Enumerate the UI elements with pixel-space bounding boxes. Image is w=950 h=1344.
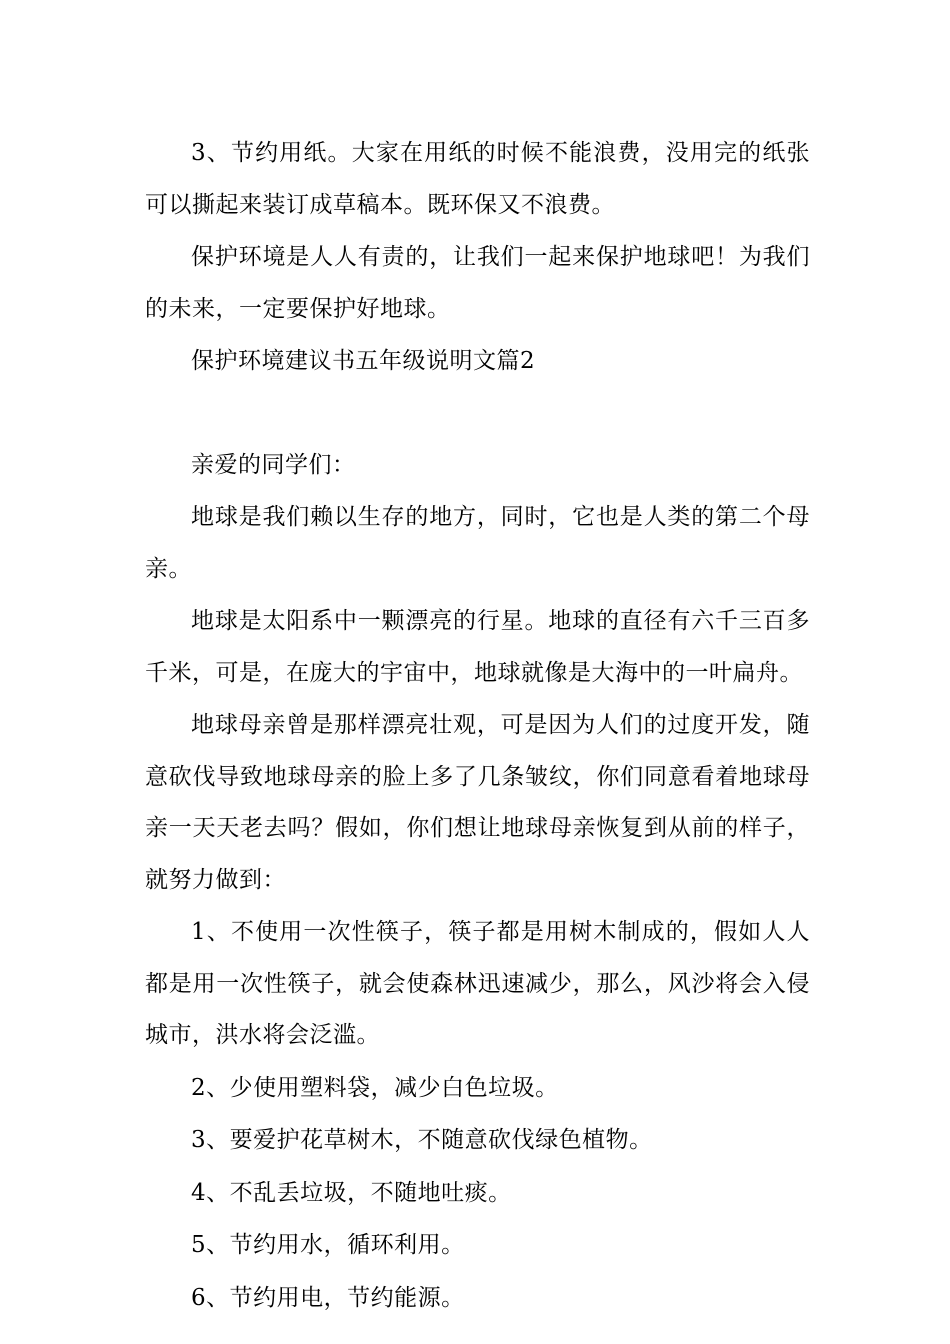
paragraph-protect-earth: 保护环境是人人有责的，让我们一起来保护地球吧！为我们的未来，一定要保护好地球。 (145, 244, 810, 322)
section-title: 保护环境建议书五年级说明文篇2 (191, 348, 536, 374)
list-item: 1、不使用一次性筷子，筷子都是用树木制成的，假如人人都是用一次性筷子，就会使森林迅速减少，那么，风沙将会入侵城市，洪水将会泛滥。 (145, 919, 810, 1048)
document-body (145, 128, 810, 1325)
list-item: 4、不乱丢垃圾，不随地吐痰。 (191, 1179, 512, 1206)
list-item: 5、节约用水，循环利用。 (191, 1232, 465, 1258)
paragraph: 地球母亲曾是那样漂亮壮观，可是因为人们的过度开发，随意砍伐导致地球母亲的脸上多了几条皱纹，你们同意看着地球母亲一天天老去吗？假如，你们想让地球母亲恢复到从前的样子，就努力做到： (145, 712, 810, 893)
list-item: 2、少使用塑料袋，减少白色垃圾。 (191, 1074, 559, 1101)
paragraph: 地球是我们赖以生存的地方，同时，它也是人类的第二个母亲。 (145, 504, 810, 582)
paragraph-save-paper: 3、节约用纸。大家在用纸的时候不能浪费，没用完的纸张可以撕起来装订成草稿本。既环保又不浪费。 (145, 140, 810, 218)
paragraph: 地球是太阳系中一颗漂亮的行星。地球的直径有六千三百多千米，可是，在庞大的宇宙中，地球就像是大海中的一叶扁舟。 (145, 608, 810, 686)
list-item: 6、节约用电，节约能源。 (191, 1284, 465, 1311)
list-item: 3、要爱护花草树木，不随意砍伐绿色植物。 (191, 1127, 653, 1153)
greeting: 亲爱的同学们： (191, 451, 356, 478)
